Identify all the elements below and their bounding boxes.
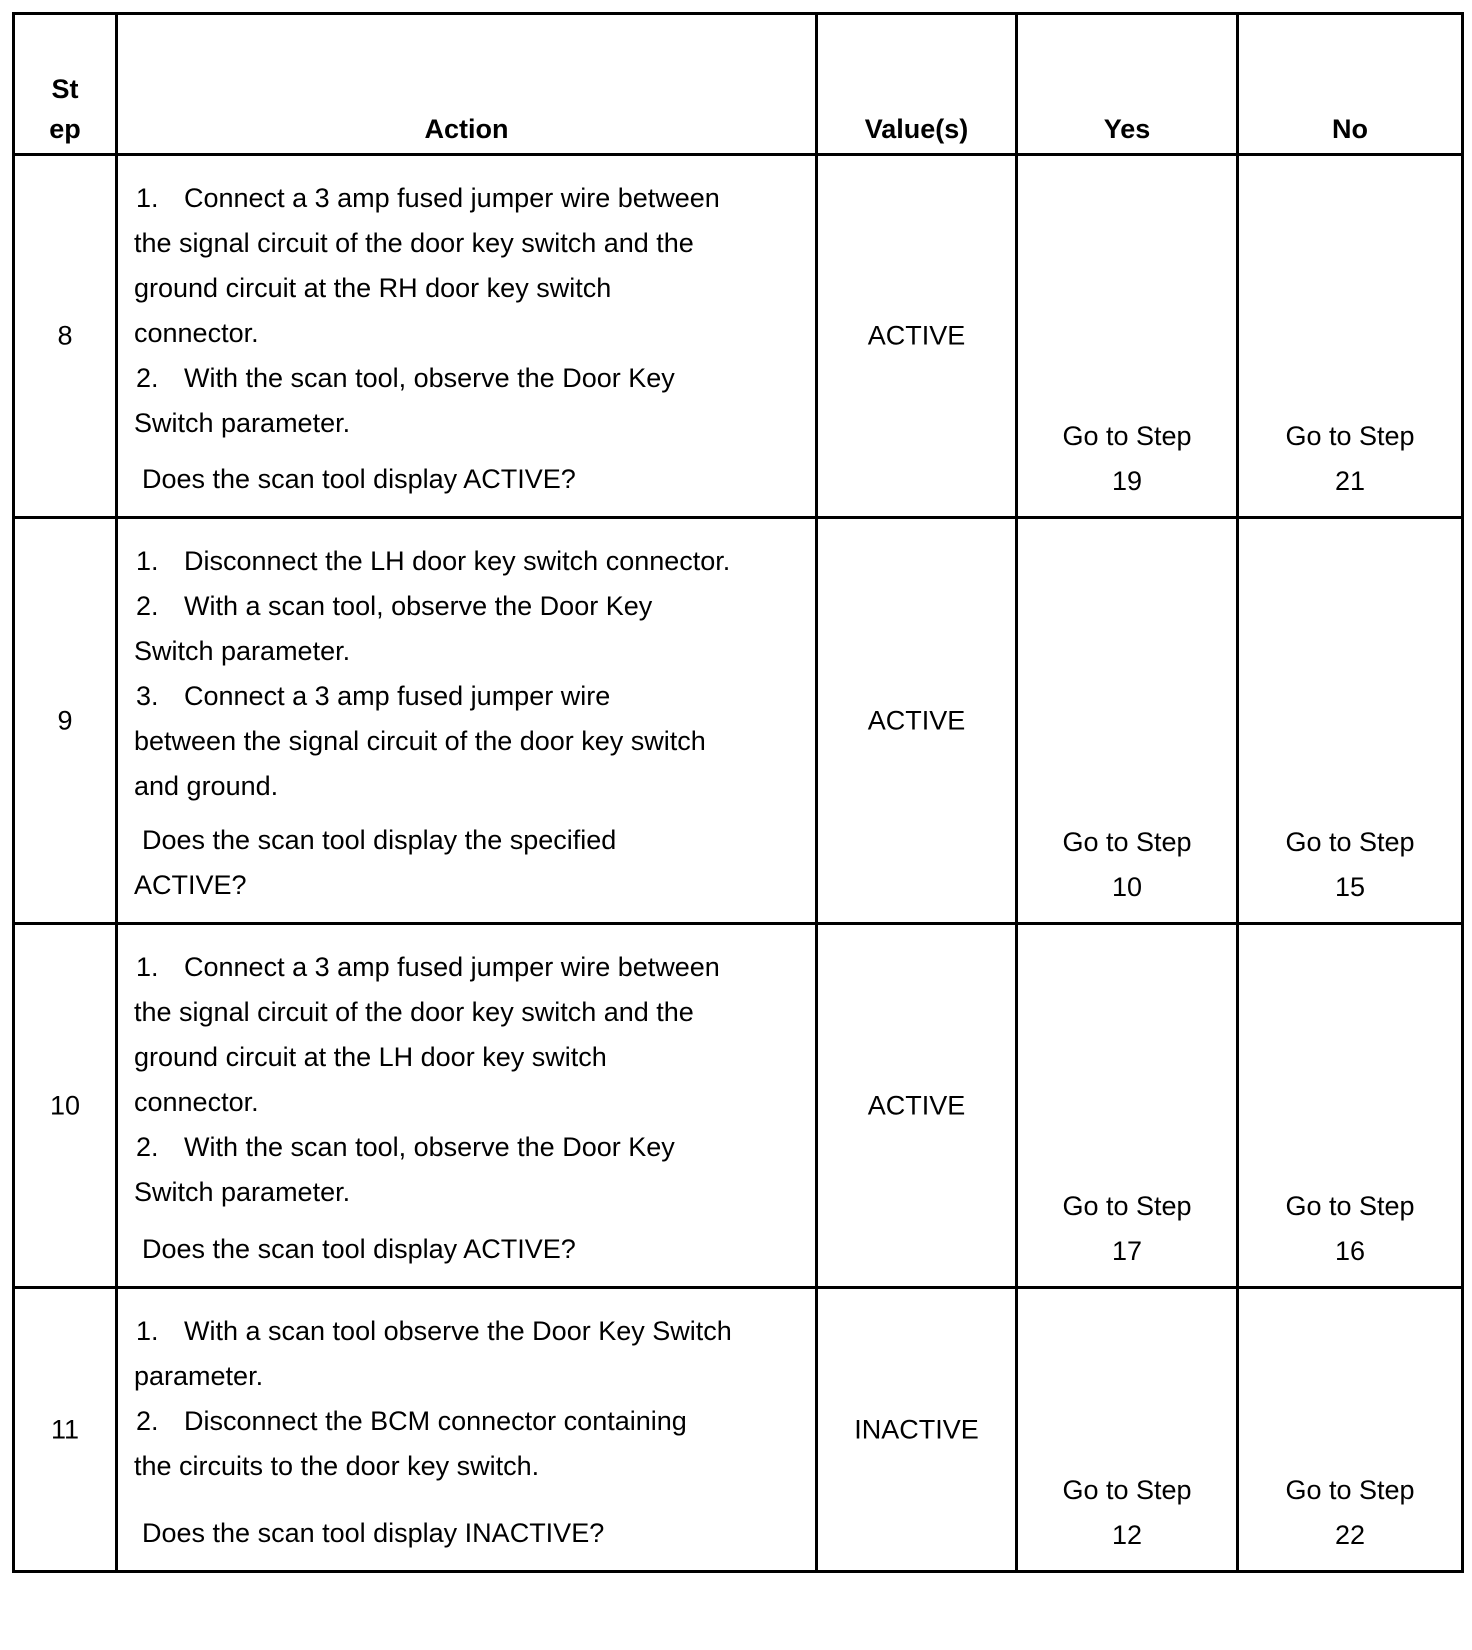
no-goto-label: Go to Step — [1285, 1191, 1415, 1221]
action-line — [134, 945, 795, 990]
no-goto-step: 22 — [1334, 1520, 1366, 1550]
no-goto-step: 21 — [1334, 466, 1366, 496]
question-text: Does the scan tool display INACTIVE? — [142, 1518, 605, 1548]
yes-goto — [1018, 820, 1236, 910]
action-text: With a scan tool observe the Door Key Switch — [184, 1316, 732, 1346]
action-text: the circuits to the door key switch. — [134, 1451, 540, 1481]
no-goto-label: Go to Step — [1285, 421, 1415, 451]
action-line — [134, 1125, 795, 1170]
action-cell — [118, 925, 818, 1286]
yes-cell — [1018, 925, 1239, 1286]
action-text: the signal circuit of the door key switch and the — [134, 997, 694, 1027]
yes-goto-label: Go to Step — [1062, 827, 1192, 857]
action-line — [134, 719, 795, 764]
action-line — [134, 584, 795, 629]
action-text: parameter. — [134, 1361, 264, 1391]
yes-cell — [1018, 156, 1239, 516]
action-step-number: 1. — [136, 546, 159, 576]
action-text: between the signal circuit of the door key switch — [134, 726, 706, 756]
action-line — [134, 176, 795, 221]
step-number: 8 — [57, 320, 73, 351]
action-text: ground circuit at the LH door key switch — [134, 1042, 607, 1072]
action-line — [134, 311, 795, 356]
table-row — [15, 925, 1461, 1289]
value-cell — [818, 156, 1018, 516]
no-cell — [1239, 925, 1461, 1286]
action-question — [134, 1227, 795, 1272]
action-text: the signal circuit of the door key switch and the — [134, 228, 694, 258]
yes-goto-step: 19 — [1111, 466, 1143, 496]
value-cell — [818, 519, 1018, 922]
table-row — [15, 156, 1461, 519]
action-line — [134, 674, 795, 719]
question-text: Does the scan tool display ACTIVE? — [142, 1234, 576, 1264]
header-no: No — [1332, 114, 1368, 144]
action-step-number: 2. — [136, 363, 159, 393]
no-cell — [1239, 156, 1461, 516]
header-step: St ep — [15, 15, 118, 153]
action-text: Disconnect the BCM connector containing — [184, 1406, 687, 1436]
no-goto — [1239, 1184, 1461, 1274]
value-cell — [818, 1289, 1018, 1570]
no-goto — [1239, 820, 1461, 910]
step-cell — [15, 156, 118, 516]
action-line — [134, 1354, 795, 1399]
action-text: With the scan tool, observe the Door Key — [184, 363, 675, 393]
diagnostic-table — [12, 12, 1464, 1573]
yes-goto-label: Go to Step — [1062, 421, 1192, 451]
table-row — [15, 519, 1461, 925]
action-line — [134, 1080, 795, 1125]
action-line — [134, 1444, 795, 1489]
step-cell — [15, 1289, 118, 1570]
yes-goto — [1018, 1184, 1236, 1274]
action-cell — [118, 156, 818, 516]
action-line — [134, 401, 795, 446]
no-goto — [1239, 1468, 1461, 1558]
step-number: 10 — [49, 1090, 81, 1120]
action-line — [134, 1309, 795, 1354]
step-cell — [15, 519, 118, 922]
no-goto — [1239, 414, 1461, 504]
action-text: connector. — [134, 1087, 259, 1117]
no-cell — [1239, 1289, 1461, 1570]
yes-goto-label: Go to Step — [1062, 1475, 1192, 1505]
no-goto-step: 16 — [1334, 1236, 1366, 1266]
action-step-number: 2. — [136, 1132, 159, 1162]
action-line — [134, 1399, 795, 1444]
yes-goto — [1018, 414, 1236, 504]
action-text: Disconnect the LH door key switch connector. — [184, 546, 731, 576]
step-number: 9 — [57, 705, 73, 735]
yes-goto — [1018, 1468, 1236, 1558]
yes-goto-step: 12 — [1111, 1520, 1143, 1550]
action-line — [134, 629, 795, 674]
action-line — [134, 764, 795, 809]
action-line — [134, 990, 795, 1035]
action-cell — [118, 1289, 818, 1570]
no-goto-step: 15 — [1334, 872, 1366, 902]
action-text: With the scan tool, observe the Door Key — [184, 1132, 675, 1162]
action-text: Switch parameter. — [134, 1177, 351, 1207]
header-action: Action — [118, 15, 818, 153]
action-line — [134, 356, 795, 401]
action-text: Connect a 3 amp fused jumper wire between — [184, 952, 720, 982]
yes-goto-step: 17 — [1111, 1236, 1143, 1266]
yes-goto-step: 10 — [1111, 872, 1143, 902]
action-text: Connect a 3 amp fused jumper wire between — [184, 183, 720, 213]
step-number: 11 — [50, 1414, 80, 1444]
action-step-number: 1. — [136, 1316, 159, 1346]
action-text: connector. — [134, 318, 259, 348]
action-step-number: 1. — [136, 183, 159, 213]
yes-cell — [1018, 519, 1239, 922]
table-row — [15, 1289, 1461, 1570]
header-value: Value(s) — [818, 15, 1018, 153]
action-text: Switch parameter. — [134, 408, 351, 438]
header-yes: Yes — [1018, 15, 1239, 153]
value-text: ACTIVE — [867, 705, 966, 735]
action-question — [134, 818, 795, 908]
value-text: INACTIVE — [854, 1414, 979, 1444]
no-goto-label: Go to Step — [1285, 1475, 1415, 1505]
action-step-number: 2. — [136, 591, 159, 621]
action-line — [134, 1170, 795, 1215]
action-text: and ground. — [134, 771, 279, 801]
action-line — [134, 1035, 795, 1080]
no-cell — [1239, 519, 1461, 922]
value-cell — [818, 925, 1018, 1286]
question-text: Does the scan tool display ACTIVE? — [142, 464, 576, 494]
action-line — [134, 266, 795, 311]
action-text: Connect a 3 amp fused jumper wire — [184, 681, 611, 711]
step-cell — [15, 925, 118, 1286]
action-line — [134, 221, 795, 266]
action-step-number: 1. — [136, 952, 159, 982]
table-header-row — [15, 15, 1461, 156]
action-question — [134, 457, 795, 502]
action-line — [134, 539, 795, 584]
no-goto-label: Go to Step — [1285, 827, 1415, 857]
value-text: ACTIVE — [867, 1090, 966, 1120]
action-text: With a scan tool, observe the Door Key — [184, 591, 653, 621]
action-text: Switch parameter. — [134, 636, 351, 666]
yes-goto-label: Go to Step — [1062, 1191, 1192, 1221]
value-text: ACTIVE — [867, 320, 966, 351]
action-step-number: 3. — [136, 681, 159, 711]
question-text: Does the scan tool display the specified — [142, 825, 617, 855]
action-cell — [118, 519, 818, 922]
yes-cell — [1018, 1289, 1239, 1570]
question-text-continued: ACTIVE? — [134, 870, 247, 900]
action-step-number: 2. — [136, 1406, 159, 1436]
action-text: ground circuit at the RH door key switch — [134, 273, 612, 303]
action-question — [134, 1511, 795, 1556]
